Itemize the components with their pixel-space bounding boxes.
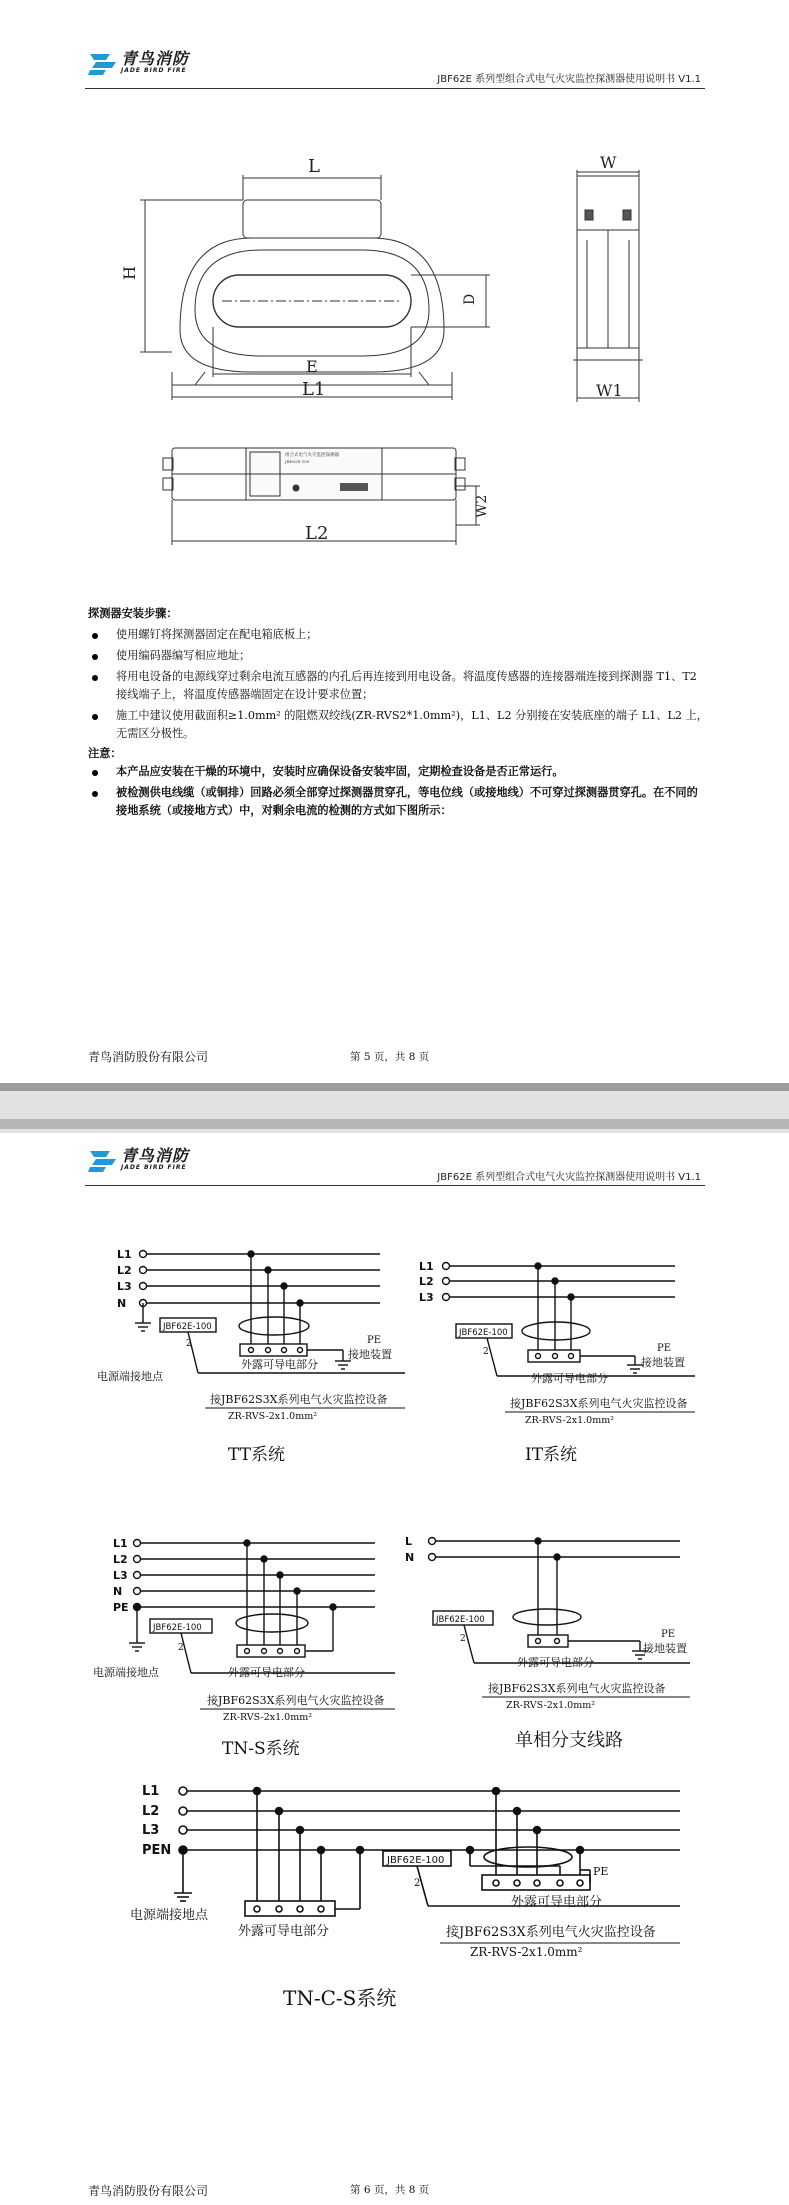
it-exposed-label: 外露可导电部分: [531, 1372, 608, 1385]
tncs-caption: TN-C-S系统: [283, 1986, 397, 2010]
separator-band: [0, 1119, 789, 1129]
dim-L1: L1: [302, 379, 326, 400]
tns-connect-label: 接JBF62S3X系列电气火灾监控设备: [207, 1694, 385, 1707]
dim-H: H: [120, 266, 139, 280]
page-separator: [0, 1083, 789, 1133]
single-exposed-label: 外露可导电部分: [517, 1656, 594, 1669]
tns-cable-label: ZR-RVS-2x1.0mm²: [223, 1712, 313, 1723]
tncs-ground-power-label: 电源端接地点: [130, 1908, 209, 1923]
tncs-connect-label: 接JBF62S3X系列电气火灾监控设备: [446, 1925, 656, 1940]
tt-exposed-label: 外露可导电部分: [241, 1358, 318, 1371]
tt-num: 2: [186, 1339, 192, 1349]
page-5: [0, 0, 789, 1083]
page-number: 第 5 页，共 8 页: [350, 1051, 430, 1063]
it-device-label: JBF62E-100: [459, 1328, 508, 1338]
page-number: 第 6 页，共 8 页: [350, 2184, 430, 2196]
single-line-label: N: [405, 1551, 415, 1564]
footer-company: 青鸟消防股份有限公司: [88, 1050, 209, 1064]
tncs-exposed-label-left: 外露可导电部分: [238, 1924, 330, 1939]
logo-text-cn: 青鸟消防: [121, 49, 190, 69]
it-num: 2: [483, 1347, 489, 1357]
tns-line-label: L2: [113, 1553, 128, 1566]
install-step: 使用螺钉将探测器固定在配电箱底板上；: [88, 626, 708, 644]
separator-band: [0, 1083, 789, 1091]
tns-ground-power-label: 电源端接地点: [93, 1666, 159, 1679]
install-heading: 探测器安装步骤：: [88, 606, 178, 620]
install-step: 使用编码器编写相应地址；: [88, 647, 708, 665]
tt-ground-power-label: 电源端接地点: [97, 1370, 163, 1383]
tncs-line-label: L1: [142, 1784, 160, 1799]
tns-num: 2: [178, 1643, 184, 1653]
it-line-label: L1: [419, 1260, 434, 1273]
note-item: 本产品应安装在干燥的环境中，安装时应确保设备安装牢固，定期检查设备是否正常运行。: [88, 763, 708, 781]
it-connect-label: 接JBF62S3X系列电气火灾监控设备: [510, 1397, 688, 1410]
page-6: [0, 1133, 789, 2205]
tt-cable-label: ZR-RVS-2x1.0mm²: [228, 1411, 318, 1422]
tt-ground-device-label: 接地装置: [348, 1348, 392, 1361]
it-line-label: L2: [419, 1275, 434, 1288]
logo-text-en: JADE BIRD FIRE: [121, 67, 187, 75]
tt-caption: TT系统: [228, 1445, 285, 1465]
product-label-model: JBF62E-100: [285, 459, 310, 464]
single-caption: 单相分支线路: [515, 1730, 623, 1751]
dim-L2: L2: [305, 523, 329, 544]
tt-line-label: L1: [117, 1248, 132, 1261]
it-line-label: L3: [419, 1291, 434, 1304]
tncs-pe-label: PE: [593, 1865, 609, 1878]
it-caption: IT系统: [525, 1445, 578, 1465]
logo-text-en: JADE BIRD FIRE: [121, 1164, 187, 1172]
tncs-exposed-label-right: 外露可导电部分: [511, 1895, 603, 1910]
tns-device-label: JBF62E-100: [153, 1623, 202, 1633]
single-ground-device-label: 接地装置: [643, 1642, 687, 1655]
single-cable-label: ZR-RVS-2x1.0mm²: [506, 1700, 596, 1711]
tncs-line-label: L2: [142, 1804, 160, 1819]
single-connect-label: 接JBF62S3X系列电气火灾监控设备: [488, 1682, 666, 1695]
dimension-drawing: [0, 0, 789, 560]
tns-line-label: L1: [113, 1537, 128, 1550]
notes-list: [88, 763, 708, 820]
single-num: 2: [460, 1634, 466, 1644]
tncs-line-label: PEN: [142, 1843, 172, 1858]
single-pe-label: PE: [661, 1629, 676, 1640]
side-view: [573, 170, 643, 402]
tncs-device-label: JBF62E-100: [387, 1855, 445, 1866]
document-title: JBF62E 系列型组合式电气火灾监控探测器使用说明书 V1.1: [437, 1172, 701, 1183]
dim-E: E: [306, 357, 318, 376]
tns-caption: TN-S系统: [222, 1739, 300, 1759]
logo-text-cn: 青鸟消防: [121, 1146, 190, 1166]
dim-W2: W2: [474, 494, 490, 518]
tncs-line-label: L3: [142, 1823, 160, 1838]
tns-line-label: N: [113, 1585, 123, 1598]
dim-W: W: [600, 153, 617, 172]
grounding-diagrams: [0, 1133, 789, 2173]
tt-line-label: L2: [117, 1264, 132, 1277]
it-ground-device-label: 接地装置: [641, 1356, 685, 1369]
dim-D: D: [462, 293, 478, 305]
tncs-system-diagram: [174, 1787, 680, 1916]
tt-connect-label: 接JBF62S3X系列电气火灾监控设备: [210, 1393, 388, 1406]
tns-line-label: L3: [113, 1569, 128, 1582]
install-step: 将用电设备的电源线穿过剩余电流互感器的内孔后再连接到用电设备。将温度传感器的连接器端连接到探测器 T1、T2 接线端子上，将温度传感器端固定在设计要求位置；: [88, 668, 708, 704]
it-pe-label: PE: [657, 1343, 672, 1354]
document-title: JBF62E 系列型组合式电气火灾监控探测器使用说明书 V1.1: [437, 74, 701, 85]
tt-line-label: N: [117, 1297, 127, 1310]
it-cable-label: ZR-RVS-2x1.0mm²: [525, 1415, 615, 1426]
single-line-label: L: [405, 1535, 413, 1548]
single-device-label: JBF62E-100: [436, 1615, 485, 1625]
tns-system-diagram: [129, 1540, 395, 1674]
note-item: 被检测供电线缆（或铜排）回路必须全部穿过探测器贯穿孔，等电位线（或接地线）不可穿过探测器贯穿孔。在不同的接地系统（或接地方式）中，对剩余电流的检测的方式如下图所示：: [88, 784, 708, 820]
dim-L: L: [308, 156, 320, 177]
install-instructions: [88, 605, 708, 823]
tt-pe-label: PE: [367, 1335, 382, 1346]
install-steps-list: [88, 626, 708, 743]
tncs-cable-label: ZR-RVS-2x1.0mm²: [470, 1945, 583, 1959]
dim-W1: W1: [596, 381, 623, 400]
tt-line-label: L3: [117, 1280, 132, 1293]
tns-exposed-label: 外露可导电部分: [228, 1666, 305, 1679]
tncs-num: 2: [414, 1878, 421, 1889]
footer-company: 青鸟消防股份有限公司: [88, 2184, 209, 2198]
product-label-name: 组合式电气火灾监控探测器: [285, 453, 339, 458]
tns-line-label: PE: [113, 1601, 129, 1614]
tt-device-label: JBF62E-100: [163, 1322, 212, 1332]
note-heading: 注意：: [88, 746, 122, 761]
install-step: 施工中建议使用截面积≥1.0mm² 的阻燃双绞线(ZR-RVS2*1.0mm²)，L1、L2 分别接在安装底座的端子 L1、L2 上，无需区分极性。: [88, 707, 708, 743]
